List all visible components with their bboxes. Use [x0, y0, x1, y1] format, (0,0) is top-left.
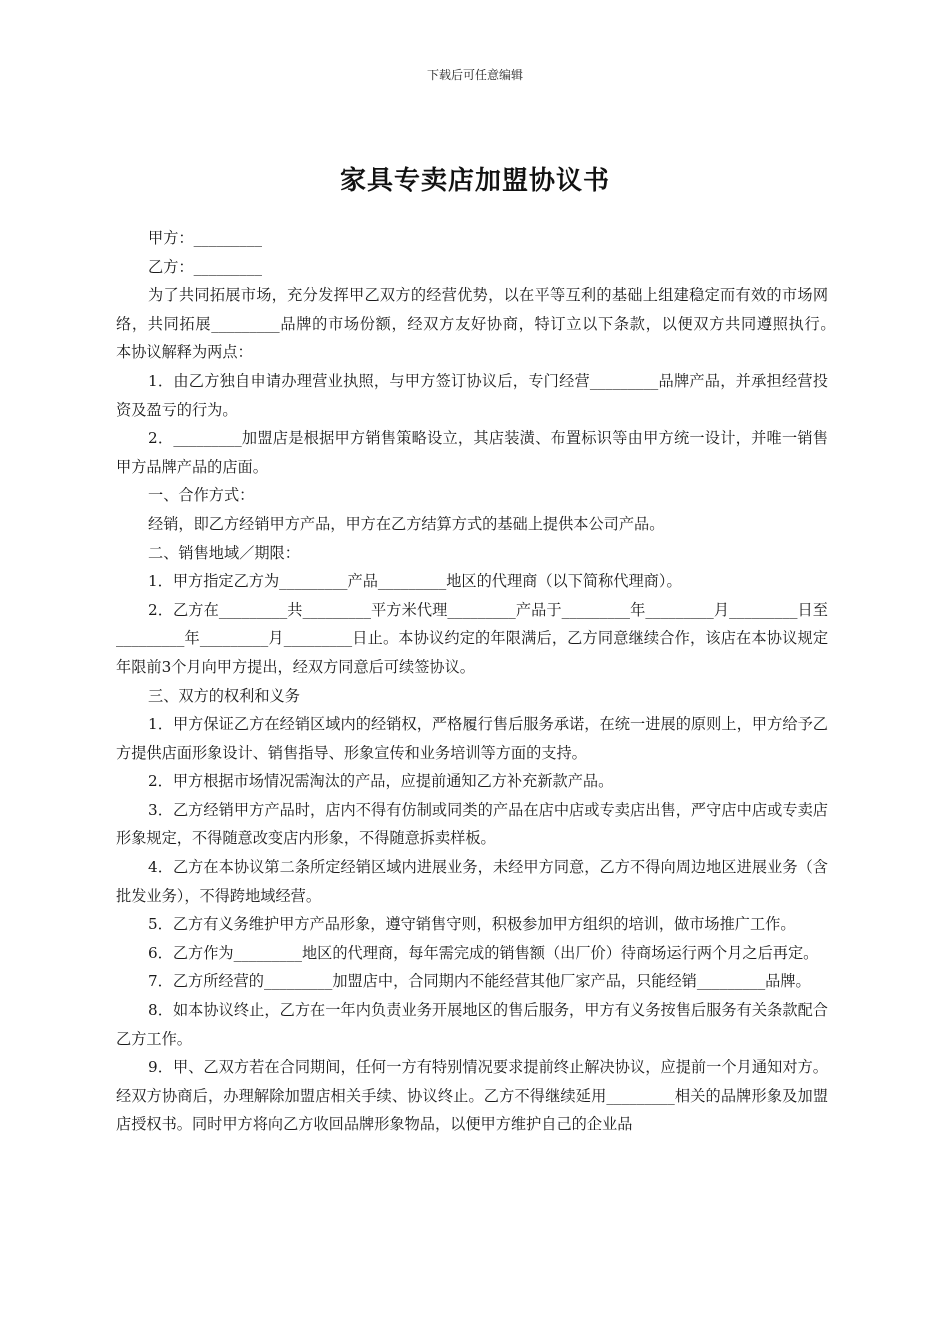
- territory-item-1: 1．甲方指定乙方为_________产品_________地区的代理商（以下简称代理商）。: [148, 572, 682, 591]
- definition-item-1: 1．由乙方独自申请办理营业执照，与甲方签订协议后，专门经营_________品牌产品，并承担经营投资及盈亏的行为。: [116, 371, 828, 419]
- document-title: 家具专卖店加盟协议书: [339, 166, 610, 196]
- rights-item-7: 7．乙方所经营的_________加盟店中，合同期内不能经营其他厂家产品，只能经销_________品牌。: [148, 972, 811, 991]
- rights-item-4: 4．乙方在本协议第二条所定经销区域内进展业务，未经甲方同意，乙方不得向周边地区进展业务（含批发业务），不得跨地域经营。: [116, 858, 828, 905]
- rights-item-3: 3．乙方经销甲方产品时，店内不得有仿制或同类的产品在店中店或专卖店出售，严守店中店或专卖店形象规定，不得随意改变店内形象，不得随意拆卖样板。: [116, 800, 828, 848]
- party-b-line: 乙方：_________: [148, 257, 262, 276]
- rights-item-8: 8．如本协议终止，乙方在一年内负责业务开展地区的售后服务，甲方有义务按售后服务有关条款配合乙方工作。: [116, 1001, 828, 1048]
- section-heading-territory: 二、销售地域／期限：: [148, 543, 300, 562]
- rights-item-2: 2．甲方根据市场情况需淘汰的产品，应提前通知乙方补充新款产品。: [148, 772, 614, 791]
- rights-item-1: 1．甲方保证乙方在经销区域内的经销权，严格履行售后服务承诺，在统一进展的原则上，甲方给予乙方提供店面形象设计、销售指导、形象宣传和业务培训等方面的支持。: [116, 715, 828, 762]
- preamble-paragraph: 为了共同拓展市场，充分发挥甲乙双方的经营优势，以在平等互利的基础上组建稳定而有效的市场网络，共同拓展_________品牌的市场份额，经双方友好协商，特订立以下条款，以便双方共同遵照执行。 本协议解释为两点：: [116, 286, 859, 362]
- cooperation-paragraph: 经销，即乙方经销甲方产品，甲方在乙方结算方式的基础上提供本公司产品。: [148, 514, 665, 533]
- section-heading-cooperation: 一、合作方式：: [148, 486, 255, 505]
- party-a-line: 甲方：_________: [148, 229, 262, 247]
- rights-item-5: 5．乙方有义务维护甲方产品形象，遵守销售守则，积极参加甲方组织的培训，做市场推广工作。: [148, 915, 796, 934]
- section-heading-rights: 三、双方的权利和义务: [148, 686, 300, 705]
- territory-item-2: 2．乙方在_________共_________平方米代理_________产品于_________年_________月_________日至_________年_________月_________日止。本协议约定的年限满后，乙方同意继续合作，该店在本协议规定年限前3个月向甲方提出，经双方同意后可续签协议。: [116, 600, 828, 676]
- header-note: 下载后可任意编辑: [426, 68, 523, 82]
- rights-item-9: 9．甲、乙双方若在合同期间，任何一方有特别情况要求提前终止解决协议，应提前一个月通知对方。经双方协商后，办理解除加盟店相关手续、协议终止。乙方不得继续延用_________相关的品牌形象及加盟店授权书。同时甲方将向乙方收回品牌形象物品，以便甲方维护自己的企业品: [116, 1058, 828, 1134]
- document-body: [116, 224, 859, 1139]
- definition-item-2: 2．_________加盟店是根据甲方销售策略设立，其店装潢、布置标识等由甲方统一设计，并唯一销售甲方品牌产品的店面。: [116, 429, 828, 476]
- rights-item-6: 6．乙方作为_________地区的代理商，每年需完成的销售额（出厂价）待商场运行两个月之后再定。: [148, 943, 819, 962]
